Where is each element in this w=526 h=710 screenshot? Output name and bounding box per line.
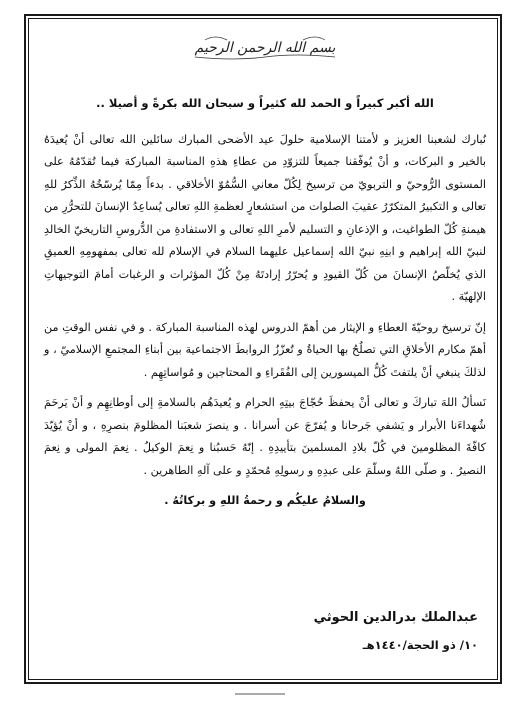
basmala-calligraphy [175, 30, 355, 64]
closing-salutation: والسلامُ عليكُم و رحمةُ اللهِ و بركاتُهُ . [164, 494, 366, 507]
signature-block [314, 606, 478, 656]
opening-line: الله أكبر كبيراً و الحمد لله كثيراً و سبحان الله بكرةً و أصيلا .. [96, 96, 434, 110]
signature-date: ١٠/ ذو الحجة/١٤٤٠هـ [362, 638, 478, 652]
paragraph-giving: إنّ ترسيخ روحيّةَ العطاءِ و الإيثار من أهمّ الدروس لهذه المناسبة المباركة . و في نفس الوقتِ من أهمّ مكارم الأخلاقِ التي تصلُحُ بها الحياةُ و تُعزّزُ الروابطَ الاجتماعية بين أبناءِ المجتمعِ الإسلاميّ ، و لذلكَ ينبغي أنْ يلتفتَ كُلُّ الميسورين إلى الفُقَراءِ و المحتاجين و مُواساتِهِم . [44, 320, 486, 379]
footer-stamp-mark [230, 688, 290, 698]
statement-body [44, 92, 486, 513]
signatory-name: عبدالملك بدرالدين الحوثي [313, 610, 478, 625]
basmala-text: بسم الله الرحمن الرحيم [194, 40, 336, 56]
paragraph-prayer: نَسألُ اللهَ تباركَ و تعالى أنْ يحفظَ حُجّاجَ بيتِهِ الحرام و يُعيدَهُم بالسلامةِ إلى أوطانِهِم و أنْ يَرحَمَ شُهداءَنا الأبرار و يَشفي جَرحانا و يُفرّجَ عن أسرانا . و ينصرَ شعبَنا المظلومَ بنصرِهِ ، و أنْ يُؤيّدَ كافّةَ المظلومينَ في كُلّ بلادِ المسلمينَ بتأييدِهِ . إنّهُ حَسبُنا و نِعمَ الوكيلُ . نِعمَ المولى و نِعمَ النصيرُ . و صلّى اللهُ وسلّمَ على عبدِهِ و رسولِهِ مُحمّدٍ و على آلهِ الطاهرين . [44, 396, 486, 477]
paragraph-eid-greeting: نُبارك لشعبنا العزيز و لأمتنا الإسلامية حلولَ عيد الأضحى المبارك سائلين الله تعالى أنْ يُعيدَهُ بالخير و البركات، و أنْ يُوفّقنا جميعاً للتزوّدِ من عطاءِ هذهِ المناسبة المباركة فيما تُقدّمُهُ على المستوى الرُّوحيّ و التربويّ من ترسيخ لِكُلّ معاني السُّمُوّ الأخلاقي . بدءاً مِمّا يُرسّخُهُ الذِّكرُ للهِ تعالى و التكبيرُ المتكرّرُ عقيبَ الصلوات من استشعارٍ لعظمةِ اللهِ تعالى يُساعِدُ الإنسانَ للتحرُّرِ من هيمنةِ كُلّ الطواغيت، و الإذعانِ و التسليم لأمرِ اللهِ تعالى و الاستفادةِ من الدُّروسِ التاريخيّ الخالدِ لنبيّ الله إبراهيم و ابنِهِ نبيّ الله إسماعيل عليهما السلام في الإسلام لله تعالى بمفهومِهِ العميقِ الذي يُخلّصُ الإنسانَ من كُلّ القيودِ و يُحرّرُ إرادتَهُ مِنْ كُلّ المؤثرات و الرغبات أمامَ التوجيهاتِ الإلهيّة . [44, 132, 486, 303]
